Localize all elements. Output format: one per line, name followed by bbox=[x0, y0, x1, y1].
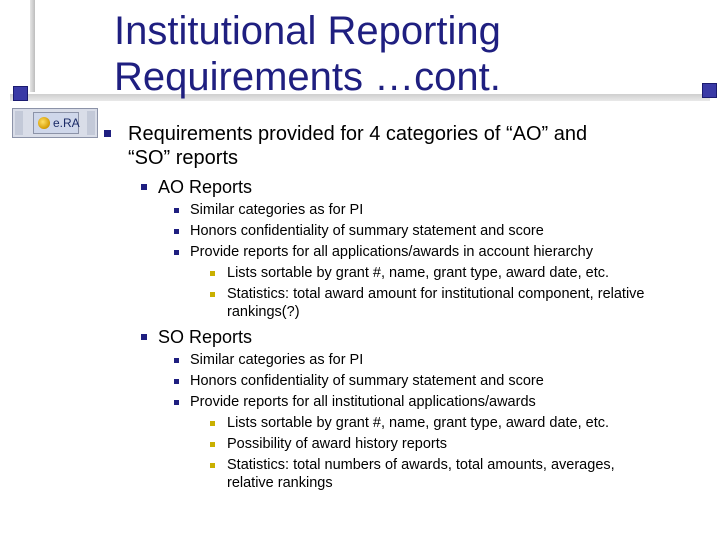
decorative-square-right bbox=[702, 83, 717, 98]
ao-item-2: Honors confidentiality of summary statement and score bbox=[190, 223, 544, 239]
bullet-square bbox=[174, 250, 179, 255]
bullet-square bbox=[174, 358, 179, 363]
so-subitem-2: Possibility of award history reports bbox=[227, 436, 447, 452]
bullet-square bbox=[141, 334, 147, 340]
so-subitem-3-cont: relative rankings bbox=[227, 475, 333, 491]
bullet-square bbox=[174, 229, 179, 234]
logo-text: e.RA bbox=[53, 116, 80, 130]
logo-center bbox=[33, 112, 79, 134]
so-item-1: Similar categories as for PI bbox=[190, 352, 364, 368]
sub-bullet-square bbox=[210, 463, 215, 468]
title-line-1: Institutional Reporting bbox=[114, 9, 501, 53]
ao-item-1: Similar categories as for PI bbox=[190, 202, 364, 218]
sub-bullet-square bbox=[210, 442, 215, 447]
title-line-2: Requirements …cont. bbox=[114, 55, 501, 99]
decorative-square-left bbox=[13, 86, 28, 101]
logo-side-left bbox=[15, 111, 23, 135]
sub-bullet-square bbox=[210, 271, 215, 276]
decorative-vertical-line bbox=[30, 0, 35, 92]
so-subitem-1: Lists sortable by grant #, name, grant type, award date, etc. bbox=[227, 415, 610, 431]
bullet-square bbox=[174, 379, 179, 384]
ao-subitem-2: Statistics: total award amount for institutional component, relative bbox=[227, 286, 645, 302]
slide-title bbox=[114, 8, 501, 100]
so-item-3: Provide reports for all institutional applications/awards bbox=[190, 394, 536, 410]
ao-reports-heading: AO Reports bbox=[158, 177, 253, 197]
sub-bullet-square bbox=[210, 292, 215, 297]
ao-item-3: Provide reports for all applications/awards in account hierarchy bbox=[190, 244, 593, 260]
logo-side-right bbox=[87, 111, 95, 135]
sub-bullet-square bbox=[210, 421, 215, 426]
bullet-square bbox=[174, 208, 179, 213]
so-reports-heading: SO Reports bbox=[158, 327, 253, 347]
ao-subitem-1: Lists sortable by grant #, name, grant type, award date, etc. bbox=[227, 265, 610, 281]
main-bullet-line-2: “SO” reports bbox=[128, 147, 239, 169]
bullet-square bbox=[174, 400, 179, 405]
ao-subitem-2-cont: rankings(?) bbox=[227, 304, 300, 320]
bullet-square bbox=[141, 184, 147, 190]
logo-lens-icon bbox=[38, 117, 50, 129]
era-logo bbox=[12, 108, 98, 138]
so-item-2: Honors confidentiality of summary statement and score bbox=[190, 373, 544, 389]
so-subitem-3: Statistics: total numbers of awards, total amounts, averages, bbox=[227, 457, 615, 473]
main-bullet-line-1: Requirements provided for 4 categories of “AO” and bbox=[128, 123, 588, 145]
bullet-square bbox=[104, 130, 111, 137]
